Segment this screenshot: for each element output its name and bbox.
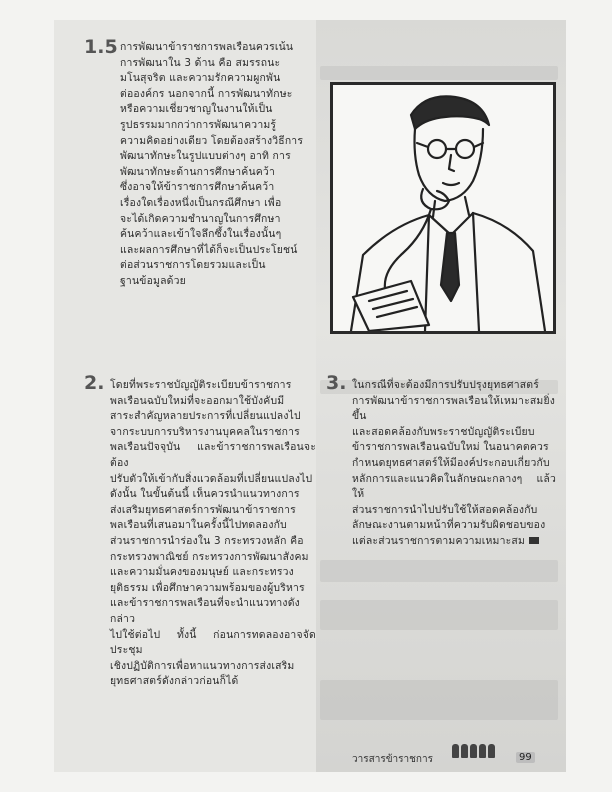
section-number: 1.5 xyxy=(84,36,118,58)
page-number: 99 xyxy=(516,752,535,763)
section-number: 2. xyxy=(84,372,105,394)
journal-name: วารสารข้าราชการ xyxy=(352,754,433,765)
section-number: 3. xyxy=(326,372,347,394)
thinking-man-illustration xyxy=(330,82,556,334)
background-bleed xyxy=(320,680,558,720)
section-text-body: ในกรณีที่จะต้องมีการปรับปรุงยุทธศาสตร์ การพัฒนาข้าราชการพลเรือนให้เหมาะสมยิ่งขึ้น และสอดคล้องกับพระราชบัญญัติระเบียบ ข้าราชการพลเรือนฉบับใหม่ ในอนาคตควร กำหนดยุทธศาสตร์ให้มีองค์ประกอบเกี่ยวกับ หลักการและแนวคิดในลักษณะกลางๆ แล้วให้ ส่วนราชการนำไปปรับใช้ให้สอดคล้องกับ ลักษณะงานตามหน้าที่ความรับผิดชอบของ แต่ละส่วนราชการตามความเหมาะสม xyxy=(352,379,556,547)
background-bleed xyxy=(320,66,558,80)
section-text: การพัฒนาข้าราชการพลเรือนควรเน้น การพัฒนาใน 3 ด้าน คือ สมรรถนะ มโนสุจริต และความรักความผูกพัน ต่อองค์กร นอกจากนี้ การพัฒนาทักษะ หรือความเชี่ยวชาญในงานให้เป็น รูปธรรมมากกว่าการพัฒนาความรู้ ความคิดอย่างเดียว โดยต้องสร้างวิธีการ พัฒนาทักษะในรูปแบบต่างๆ อาทิ การ พัฒนาทักษะด้านการศึกษาค้นคว้า ซึ่งอาจให้ข้าราชการศึกษาค้นคว้า เรื่องใดเรื่องหนึ่งเป็นกรณีศึกษา เพื่อ จะได้เกิดความชำนาญในการศึกษา ค้นคว้าและเข้าใจลึกซึ้งในเรื่องนั้นๆ และผลการศึกษาที่ได้ก็จะเป็นประโยชน์ ต่อส่วนราชการโดยรวมและเป็น ฐานข้อมูลด้วย xyxy=(120,41,304,287)
people-silhouettes-icon xyxy=(452,744,495,758)
section-text xyxy=(352,378,556,550)
thinking-man-icon xyxy=(333,85,553,331)
end-of-article-icon xyxy=(529,537,539,544)
background-bleed xyxy=(320,600,558,630)
section-text: โดยที่พระราชบัญญัติระเบียบข้าราชการ พลเรือนฉบับใหม่ที่จะออกมาใช้บังคับมี สาระสำคัญหลายประการที่เปลี่ยนแปลงไป จากระบบการบริหารงานบุคคลในราชการ พลเรือนปัจจุบัน และข้าราชการพลเรือนจะต้อง ปรับตัวให้เข้ากับสิ่งแวดล้อมที่เปลี่ยนแปลงไป ดังนั้น ในขั้นต้นนี้ เห็นควรนำแนวทางการ ส่งเสริมยุทธศาสตร์การพัฒนาข้าราชการ พลเรือนที่เสนอมาในครั้งนี้ไปทดลองกับ ส่วนราชการนำร่องใน 3 กระทรวงหลัก คือ กระทรวงพาณิชย์ กระทรวงการพัฒนาสังคม และความมั่นคงของมนุษย์ และกระทรวง ยุติธรรม เพื่อศึกษาความพร้อมของผู้บริหาร และข้าราชการพลเรือนที่จะนำแนวทางดังกล่าว ไปใช้ต่อไป ทั้งนี้ ก่อนการทดลองอาจจัดประชุม เชิงปฏิบัติการเพื่อหาแนวทางการส่งเสริม ยุทธศาสตร์ดังกล่าวก่อนก็ได้ xyxy=(110,379,316,688)
background-bleed xyxy=(320,560,558,582)
